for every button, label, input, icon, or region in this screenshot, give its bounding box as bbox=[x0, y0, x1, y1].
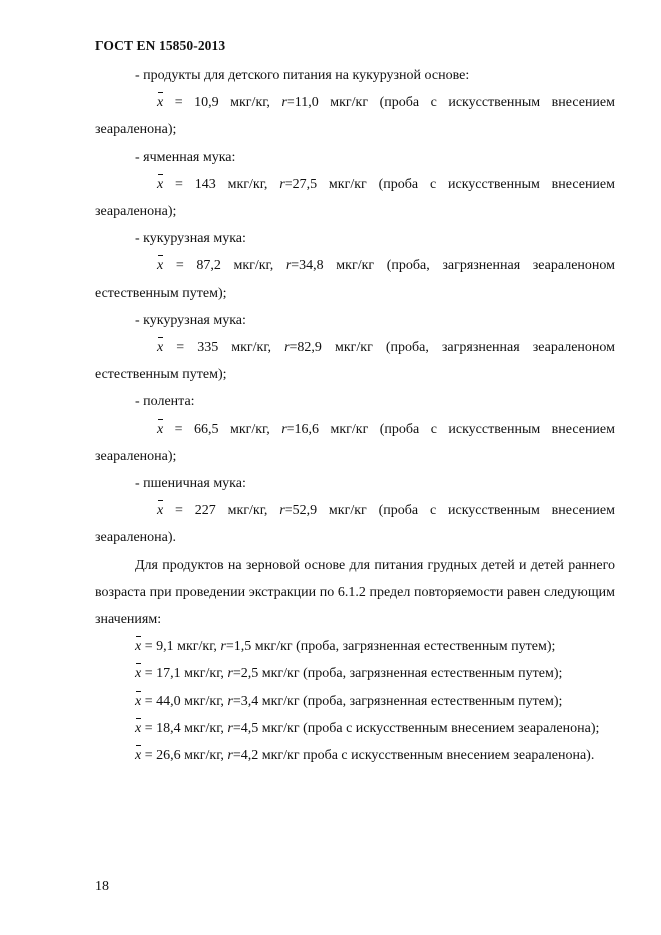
x-bar-symbol: x bbox=[135, 660, 141, 687]
equals-sign: = bbox=[141, 639, 157, 655]
repeatability-text: =16,6 мкг/кг (проба с искусственным внесением зеараленона); bbox=[95, 421, 615, 464]
repeatability-text: =1,5 мкг/кг (проба, загрязненная естественным путем); bbox=[225, 639, 556, 655]
mean-value: 26,6 мкг/кг, bbox=[156, 748, 224, 764]
equals-sign: = bbox=[163, 340, 198, 356]
r-symbol: r bbox=[285, 258, 292, 274]
r-symbol: r bbox=[227, 666, 233, 682]
category-line: - продукты для детского питания на кукурузной основе: bbox=[135, 68, 470, 83]
equals-sign: = bbox=[163, 503, 195, 519]
x-bar-symbol: x bbox=[157, 171, 163, 198]
value-line bbox=[95, 715, 615, 742]
mean-value: 44,0 мкг/кг, bbox=[156, 693, 224, 709]
mean-value: 227 мкг/кг, bbox=[194, 503, 268, 519]
equals-sign: = bbox=[141, 693, 157, 709]
equals-sign: = bbox=[163, 421, 195, 437]
repeatability-text: =11,0 мкг/кг (проба с искусственным внесением зеараленона); bbox=[95, 95, 615, 138]
r-symbol: r bbox=[220, 639, 226, 655]
value-line bbox=[95, 416, 615, 470]
value-line bbox=[95, 688, 615, 715]
repeatability-text: =4,5 мкг/кг (проба с искусственным внесением зеараленона); bbox=[232, 720, 600, 736]
repeatability-text: =2,5 мкг/кг (проба, загрязненная естественным путем); bbox=[232, 666, 563, 682]
x-bar-symbol: x bbox=[157, 497, 163, 524]
equals-sign: = bbox=[163, 258, 197, 274]
r-symbol: r bbox=[227, 720, 233, 736]
value-line bbox=[95, 497, 615, 551]
mean-value: 87,2 мкг/кг, bbox=[196, 258, 274, 274]
x-bar-symbol: x bbox=[157, 252, 163, 279]
value-line bbox=[95, 742, 615, 769]
value-line bbox=[95, 334, 615, 388]
r-symbol: r bbox=[284, 340, 290, 356]
value-line bbox=[95, 660, 615, 687]
x-bar-symbol: x bbox=[135, 688, 141, 715]
value-line bbox=[95, 171, 615, 225]
repeatability-text: =82,9 мкг/кг (проба, загрязненная зеараленоном естественным путем); bbox=[95, 340, 615, 383]
x-bar-symbol: x bbox=[135, 715, 141, 742]
page-number: 18 bbox=[95, 879, 109, 894]
mean-value: 9,1 мкг/кг, bbox=[156, 639, 217, 655]
r-symbol: r bbox=[279, 503, 285, 519]
category-line: - ячменная мука: bbox=[135, 149, 236, 165]
category-line: - кукурузная мука: bbox=[135, 231, 246, 247]
equals-sign: = bbox=[141, 748, 157, 764]
document-body bbox=[95, 62, 615, 769]
value-line bbox=[95, 633, 615, 660]
mean-value: 335 мкг/кг, bbox=[197, 340, 272, 356]
r-symbol: r bbox=[281, 95, 287, 111]
repeatability-text: =52,9 мкг/кг (проба с искусственным внесением зеараленона). bbox=[95, 503, 616, 546]
x-bar-symbol: x bbox=[157, 416, 163, 443]
r-symbol: r bbox=[227, 693, 233, 709]
mean-value: 18,4 мкг/кг, bbox=[156, 720, 224, 736]
document-header: ГОСТ EN 15850-2013 bbox=[95, 38, 226, 53]
equals-sign: = bbox=[141, 666, 157, 682]
repeatability-text: =3,4 мкг/кг (проба, загрязненная естественным путем); bbox=[232, 693, 563, 709]
category-line: - полента: bbox=[135, 394, 195, 410]
repeatability-text: =34,8 мкг/кг (проба, загрязненная зеараленоном естественным путем); bbox=[95, 258, 615, 301]
r-symbol: r bbox=[279, 176, 285, 192]
value-line bbox=[95, 252, 615, 306]
mean-value: 143 мкг/кг, bbox=[194, 176, 268, 192]
equals-sign: = bbox=[163, 95, 195, 111]
mean-value: 10,9 мкг/кг, bbox=[194, 95, 270, 111]
category-line: - пшеничная мука: bbox=[135, 476, 246, 492]
repeatability-text: =4,2 мкг/кг проба с искусственным внесением зеараленона). bbox=[232, 748, 595, 764]
mean-value: 66,5 мкг/кг, bbox=[194, 421, 270, 437]
r-symbol: r bbox=[281, 421, 287, 437]
category-line: - кукурузная мука: bbox=[135, 312, 246, 328]
r-symbol: r bbox=[227, 748, 233, 764]
equals-sign: = bbox=[141, 720, 157, 736]
mean-value: 17,1 мкг/кг, bbox=[156, 666, 224, 682]
x-bar-symbol: x bbox=[157, 334, 163, 361]
value-line bbox=[95, 89, 615, 143]
x-bar-symbol: x bbox=[157, 89, 163, 116]
x-bar-symbol: x bbox=[135, 742, 141, 769]
equals-sign: = bbox=[163, 176, 195, 192]
repeatability-text: =27,5 мкг/кг (проба с искусственным внесением зеараленона); bbox=[95, 176, 616, 220]
x-bar-symbol: x bbox=[135, 633, 141, 660]
body-paragraph: Для продуктов на зерновой основе для питания грудных детей и детей раннего возраста при проведении экстракции по 6.1.2 предел повторяемости равен следующим значениям: bbox=[95, 557, 615, 628]
